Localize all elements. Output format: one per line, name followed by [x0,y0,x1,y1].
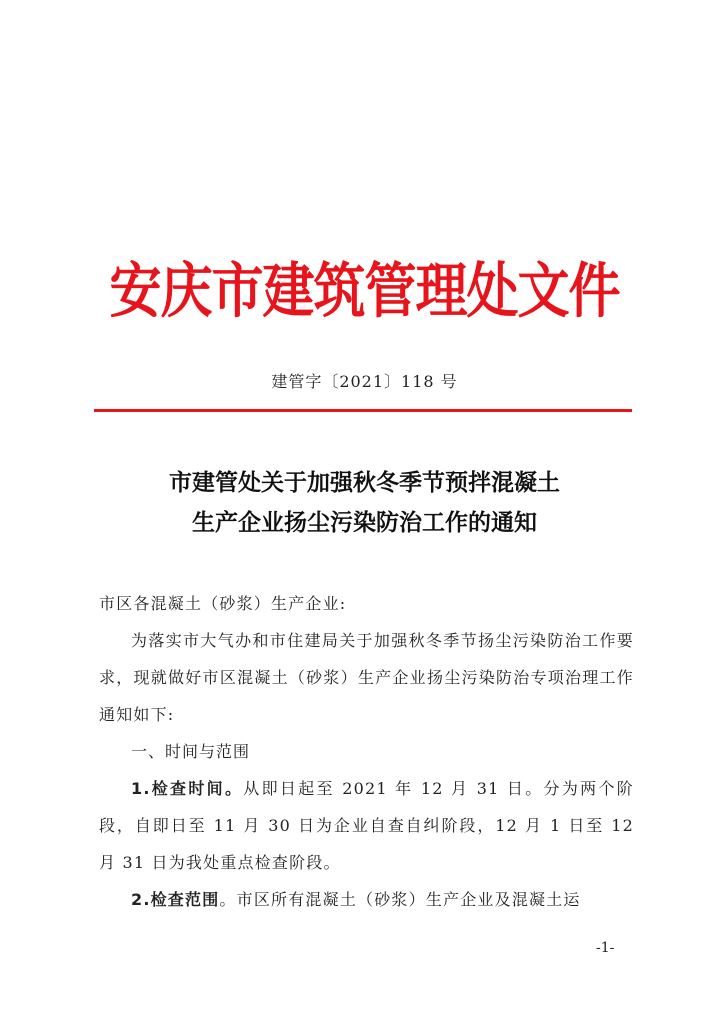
notice-title-line-1: 市建管处关于加强秋冬季节预拌混凝土 [169,469,560,496]
red-divider-line [94,409,632,412]
item-2-lead: 2.检查范围 [131,890,220,909]
item-1-text: 从即日起至 2021 年 12 月 31 日。分为两个阶段，自即日至 11 月 30 日为企业自查自纠阶段，12 月 1 日至 12 月 31 日为我处重点检查阶段。 [99,779,634,872]
section-heading-1: 一、时间与范围 [131,742,251,761]
item-1-paragraph [99,770,634,881]
document-number: 建管字〔2021〕118 号 [271,372,458,391]
notice-title [92,463,637,543]
intro-paragraph: 为落实市大气办和市住建局关于加强秋冬季节扬尘污染防治工作要求，现就做好市区混凝土（砂浆）生产企业扬尘污染防治专项治理工作通知如下: [99,631,634,724]
notice-body [99,585,634,918]
item-2-paragraph [99,881,634,918]
page-number: -1- [596,940,615,956]
item-1-lead: 1.检查时间。 [131,779,244,798]
item-2-text: 。市区所有混凝土（砂浆）生产企业及混凝土运 [219,890,581,909]
masthead-title: 安庆市建筑管理处文件 [109,257,620,327]
notice-title-line-2: 生产企业扬尘污染防治工作的通知 [192,509,537,536]
salutation: 市区各混凝土（砂浆）生产企业: [99,594,347,613]
